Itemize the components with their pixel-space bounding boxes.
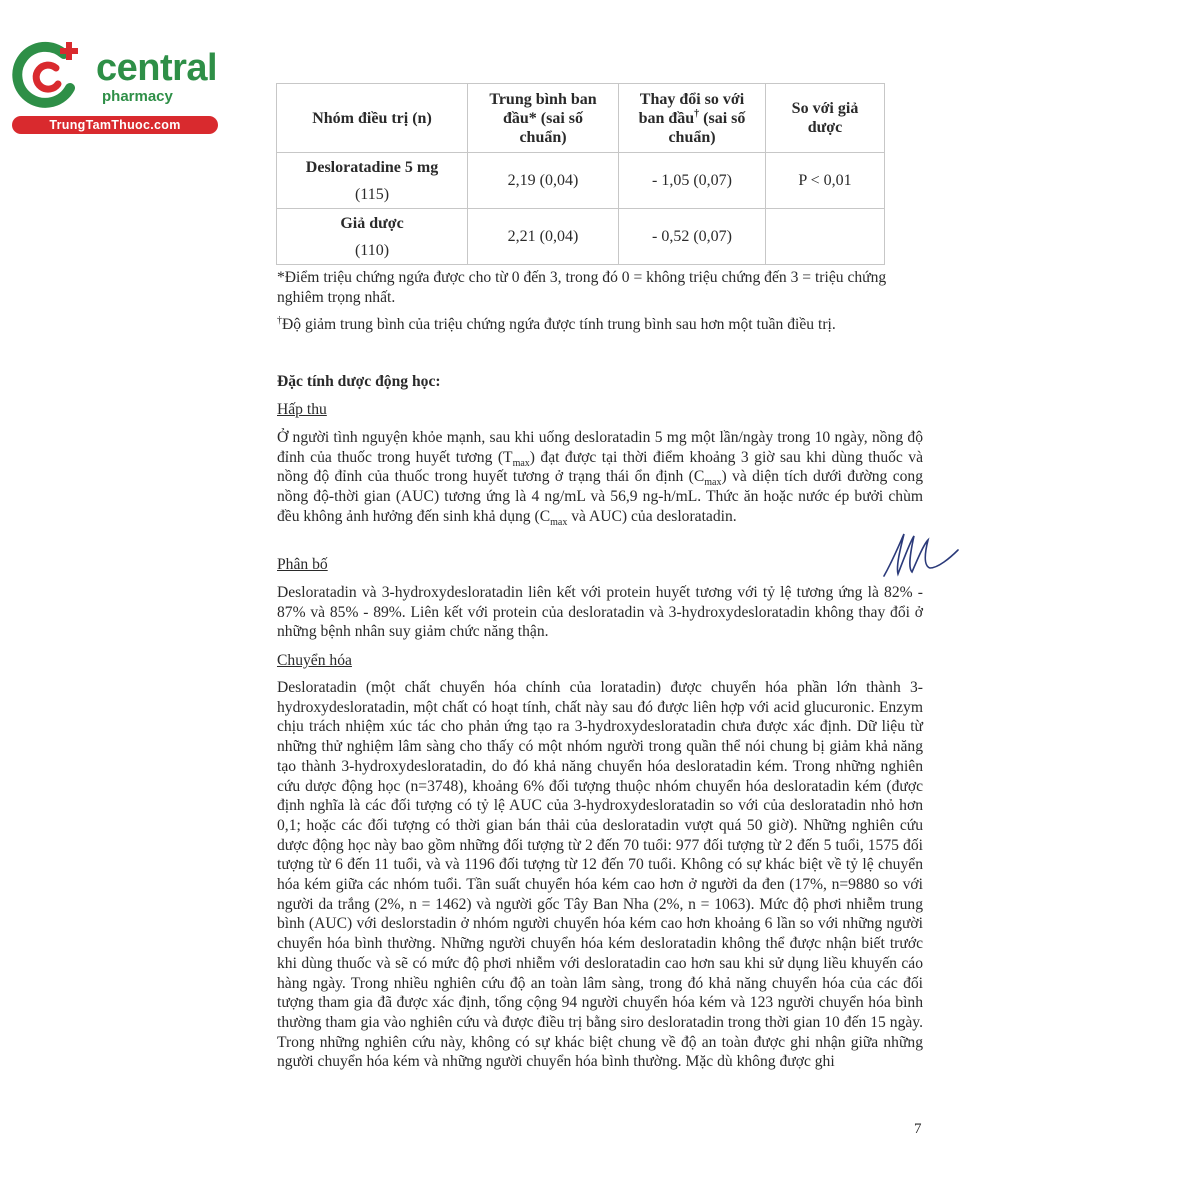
cell-change: - 1,05 (0,07) — [619, 153, 766, 209]
brand-logo — [10, 36, 220, 136]
section-title-pharmacokinetics: Đặc tính dược động học: — [277, 373, 441, 390]
logo-url-badge: TrungTamThuoc.com — [12, 116, 218, 134]
cell-baseline: 2,19 (0,04) — [468, 153, 619, 209]
cell-baseline: 2,21 (0,04) — [468, 209, 619, 265]
footnote-mean-reduction: †Độ giảm trung bình của triệu chứng ngứa được tính trung bình sau hơn một tuần điều trị. — [277, 314, 836, 333]
table-row — [277, 209, 885, 265]
paragraph-metabolism: Desloratadin (một chất chuyển hóa chính của loratadin) được chuyển hóa phần lớn thành 3-hydroxydesloratadin, một chất có hoạt tính, chất này sau đó được liên hợp với acid glucuronic. Enzym chịu trách nhiệm xúc tác cho phản ứng tạo ra 3-hydroxydesloratadin chưa được xác định. Dữ liệu từ những thử nghiệm lâm sàng cho thấy có một nhóm người trong quần thể nói chung bị giảm khả năng tạo thành 3-hydroxydesloratadin, do đó khả năng chuyển hóa desloratadin kém. Trong những nghiên cứu dược động học (n=3748), khoảng 6% đối tượng thuộc nhóm chuyển hóa desloratadin kém (được định nghĩa là các đối tượng có tỷ lệ AUC của 3-hydroxydesloratadin so với của desloratadin nhỏ hơn 0,1; hoặc các đối tượng có thời gian bán thải của desloratadin vượt quá 50 giờ). Những nghiên cứu dược động học này bao gồm những đối tượng từ 2 đến 70 tuổi: 977 đối tượng từ 2 đến 5 tuổi, 1575 đối tượng từ 6 đến 11 tuổi, và và 1196 đối tượng từ 12 đến 70 tuổi. Không có sự khác biệt về tỷ lệ chuyển hóa kém giữa các nhóm tuổi. Tần suất chuyển hóa kém cao hơn ở người da đen (17%, n=9880 so với người da trắng (2%, n = 1462) và người gốc Tây Ban Nha (2%, n = 1063). Mức độ phơi nhiễm trung bình (AUC) với deslorstadin ở nhóm người chuyển hóa kém cao hơn khoảng 6 lần so với những người chuyển hóa bình thường. Những người chuyển hóa kém desloratadin không thể được nhận biết trước khi dùng thuốc và sẽ có mức độ phơi nhiễm với desloratadin cao hơn sau khi sử dụng liều khuyến cáo hàng ngày. Trong nhiều nghiên cứu độ an toàn lâm sàng, trong đó khả năng chuyển hóa của các đối tượng tham gia đã được xác định, tổng cộng 94 người chuyển hóa kém và 123 người chuyển hóa bình thường tham gia vào nghiên cứu và được điều trị bằng siro desloratadin trong thời gian 10 đến 15 ngày. Trong những nghiên cứu này, không có sự khác biệt chung về độ an toàn được ghi nhận giữa những người chuyển hóa kém và những người chuyển hóa bình thường. Mặc dù không được ghi — [277, 679, 923, 1071]
page-number: 7 — [914, 1121, 922, 1137]
heading-distribution: Phân bố — [277, 556, 328, 573]
heading-absorption: Hấp thu — [277, 401, 327, 418]
results-table — [276, 83, 885, 265]
logo-sub-text: pharmacy — [102, 88, 173, 105]
logo-brand-text: central — [96, 47, 218, 89]
table-row — [277, 153, 885, 209]
handwritten-signature-icon — [880, 528, 962, 582]
cell-vs-placebo — [766, 209, 885, 265]
header-vs-placebo: So với giả dược — [766, 84, 885, 153]
cell-vs-placebo: P < 0,01 — [766, 153, 885, 209]
header-baseline-mean: Trung bình ban đầu* (sai số chuẩn) — [468, 84, 619, 153]
paragraph-distribution: Desloratadin và 3-hydroxydesloratadin liên kết với protein huyết tương với tỷ lệ tương ứng là 82% - 87% và 85% - 89%. Liên kết với protein của desloratadin và 3-hydroxydesloratadin không thay đổi ở những bệnh nhân suy giảm chức năng thận. — [277, 584, 923, 641]
cell-change: - 0,52 (0,07) — [619, 209, 766, 265]
cell-group: Desloratadine 5 mg (115) — [277, 153, 468, 209]
paragraph-absorption: Ở người tình nguyện khỏe mạnh, sau khi uống desloratadin 5 mg một lần/ngày trong 10 ngày, nồng độ đỉnh của thuốc trong huyết tương $(T_{max})$ đạt được tại thời điểm khoảng 3 giờ sau khi dùng thuốc và nồng độ đỉnh của thuốc trong huyết tương ở trạng thái ổn định $(C_{max})$ và diện tích dưới đường cong nồng độ-thời gian (AUC) tương ứng là 4 ng/mL và 56,9 ng-h/mL. Thức ăn hoặc nước ép bưởi chùm đều không ảnh hưởng đến sinh khả dụng ($C_{max}$ và AUC) của desloratadin. — [277, 429, 924, 528]
heading-metabolism: Chuyển hóa — [277, 652, 352, 669]
table-header-row — [277, 84, 885, 153]
pharmacy-logo-icon — [12, 38, 84, 110]
footnote-score-scale: *Điểm triệu chứng ngứa được cho từ 0 đến 3, trong đó 0 = không triệu chứng đến 3 = triệu chứng nghiêm trọng nhất. — [277, 269, 887, 306]
cell-group: Giả dược (110) — [277, 209, 468, 265]
header-change-from-baseline: Thay đổi so với ban đầu† (sai số chuẩn) — [619, 84, 766, 153]
header-treatment-group: Nhóm điều trị (n) — [277, 84, 468, 153]
